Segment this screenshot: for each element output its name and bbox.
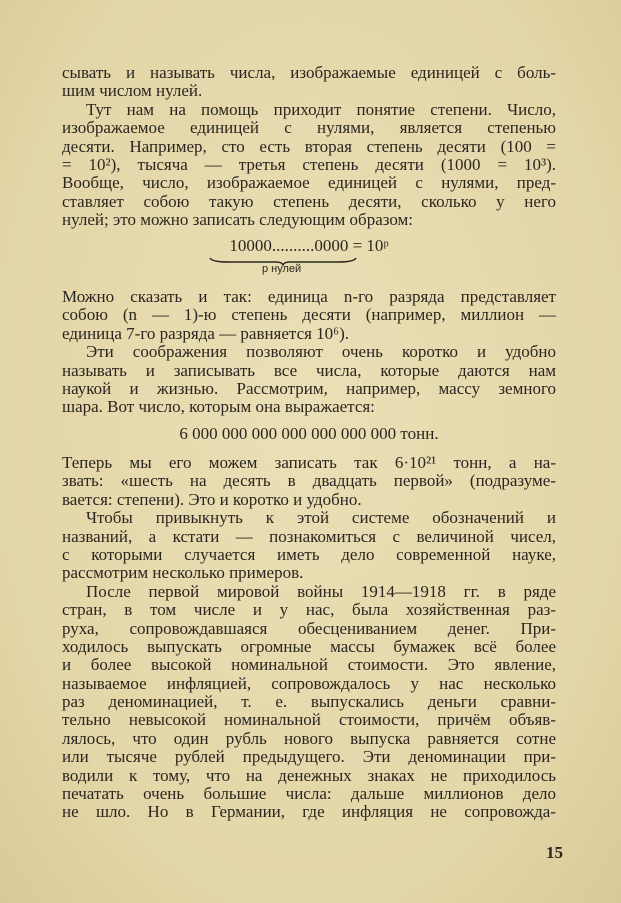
text-line: Теперь мы его можем записать так 6·10²¹ тонн, а на- [62, 453, 556, 472]
text-line: ставляет собою такую степень десяти, сколько у него [62, 191, 556, 211]
text-line: называемое инфляцией, сопровождалось у нас несколько [62, 673, 556, 693]
text-line: = 10²), тысяча — третья степень десяти (1000 = 10³). [62, 154, 556, 174]
text-line: ходилось выпускать огромные массы бумажек всё более [62, 636, 556, 656]
earth-mass-number: 6 000 000 000 000 000 000 000 тонн. [179, 424, 439, 443]
text-line: наукой и жизнью. Рассмотрим, например, массу земного [62, 378, 556, 398]
text-line: Тут нам на помощь приходит понятие степени. Число, [86, 99, 556, 119]
text-line: вается: степени). Это и коротко и удобно. [62, 489, 362, 509]
text-line: сывать и называть числа, изображаемые единицей с боль- [62, 63, 556, 82]
text-line: десяти. Например, сто есть вторая степень десяти (100 = [62, 136, 556, 156]
text-line: нулей; это можно записать следующим образом: [62, 210, 414, 230]
text-line: шара. Вот число, которым она выражается: [62, 397, 375, 417]
text-line: рассмотрим несколько примеров. [62, 563, 304, 583]
paragraph-block-1 [62, 64, 556, 230]
text-line: с которыми случается иметь дело современной науке, [62, 544, 556, 564]
text-line: раз деноминацией, т. е. выпускались деньги сравни- [62, 692, 556, 712]
text-line: или тысяче рублей предыдущего. Эти деноминации при- [62, 747, 556, 767]
text-line: После первой мировой войны 1914—1918 гг. в ряде [86, 581, 556, 601]
text-line: лялось, что один рубль нового выпуска равняется сотне [62, 728, 556, 748]
text-line: Можно сказать и так: единица n-го разряда представляет [62, 287, 556, 306]
text-line: Вообще, число, изображаемое единицей с нулями, пред- [62, 173, 556, 193]
text-line: изображаемое единицей с нулями, является степенью [62, 118, 556, 138]
text-line: стран, в том числе и у нас, была хозяйственная раз- [62, 600, 556, 620]
brace-label: p нулей [262, 263, 302, 275]
text-line: не шло. Но в Германии, где инфляция не сопровожда- [62, 802, 556, 822]
text-line: Эти соображения позволяют очень коротко и удобно [86, 342, 556, 362]
paragraph-block-2 [62, 288, 556, 417]
text-line: называть и записывать все числа, которые даются нам [62, 360, 556, 380]
page-number: 15 [546, 843, 563, 862]
text-line: печатать очень большие числа: дальше миллионов дело [62, 784, 556, 804]
text-line: шим числом нулей. [62, 81, 203, 101]
formula: 10000..........0000 = 10ᵖ [229, 236, 389, 255]
text-line: собою (n — 1)-ю степень десяти (например, миллион — [62, 305, 556, 325]
text-line: названий, а кстати — познакомиться с величиной чисел, [62, 526, 556, 546]
text-line: и более высокой номинальной стоимости. Это явление, [62, 655, 556, 675]
text-line: Чтобы привыкнуть к этой системе обозначений и [86, 508, 556, 528]
text-line: тельно невысокой номинальной стоимости, причём объяв- [62, 710, 556, 730]
text-line: руха, сопровождавшаяся обесцениванием денег. При- [62, 618, 556, 638]
text-line: единица 7-го разряда — равняется 10⁶). [62, 323, 350, 343]
text-line: водили к тому, что на денежных знаках не приходилось [62, 765, 556, 785]
paragraph-block-3 [62, 454, 556, 822]
text-line: звать: «шесть на десять в двадцать первой» (подразуме- [62, 471, 556, 491]
